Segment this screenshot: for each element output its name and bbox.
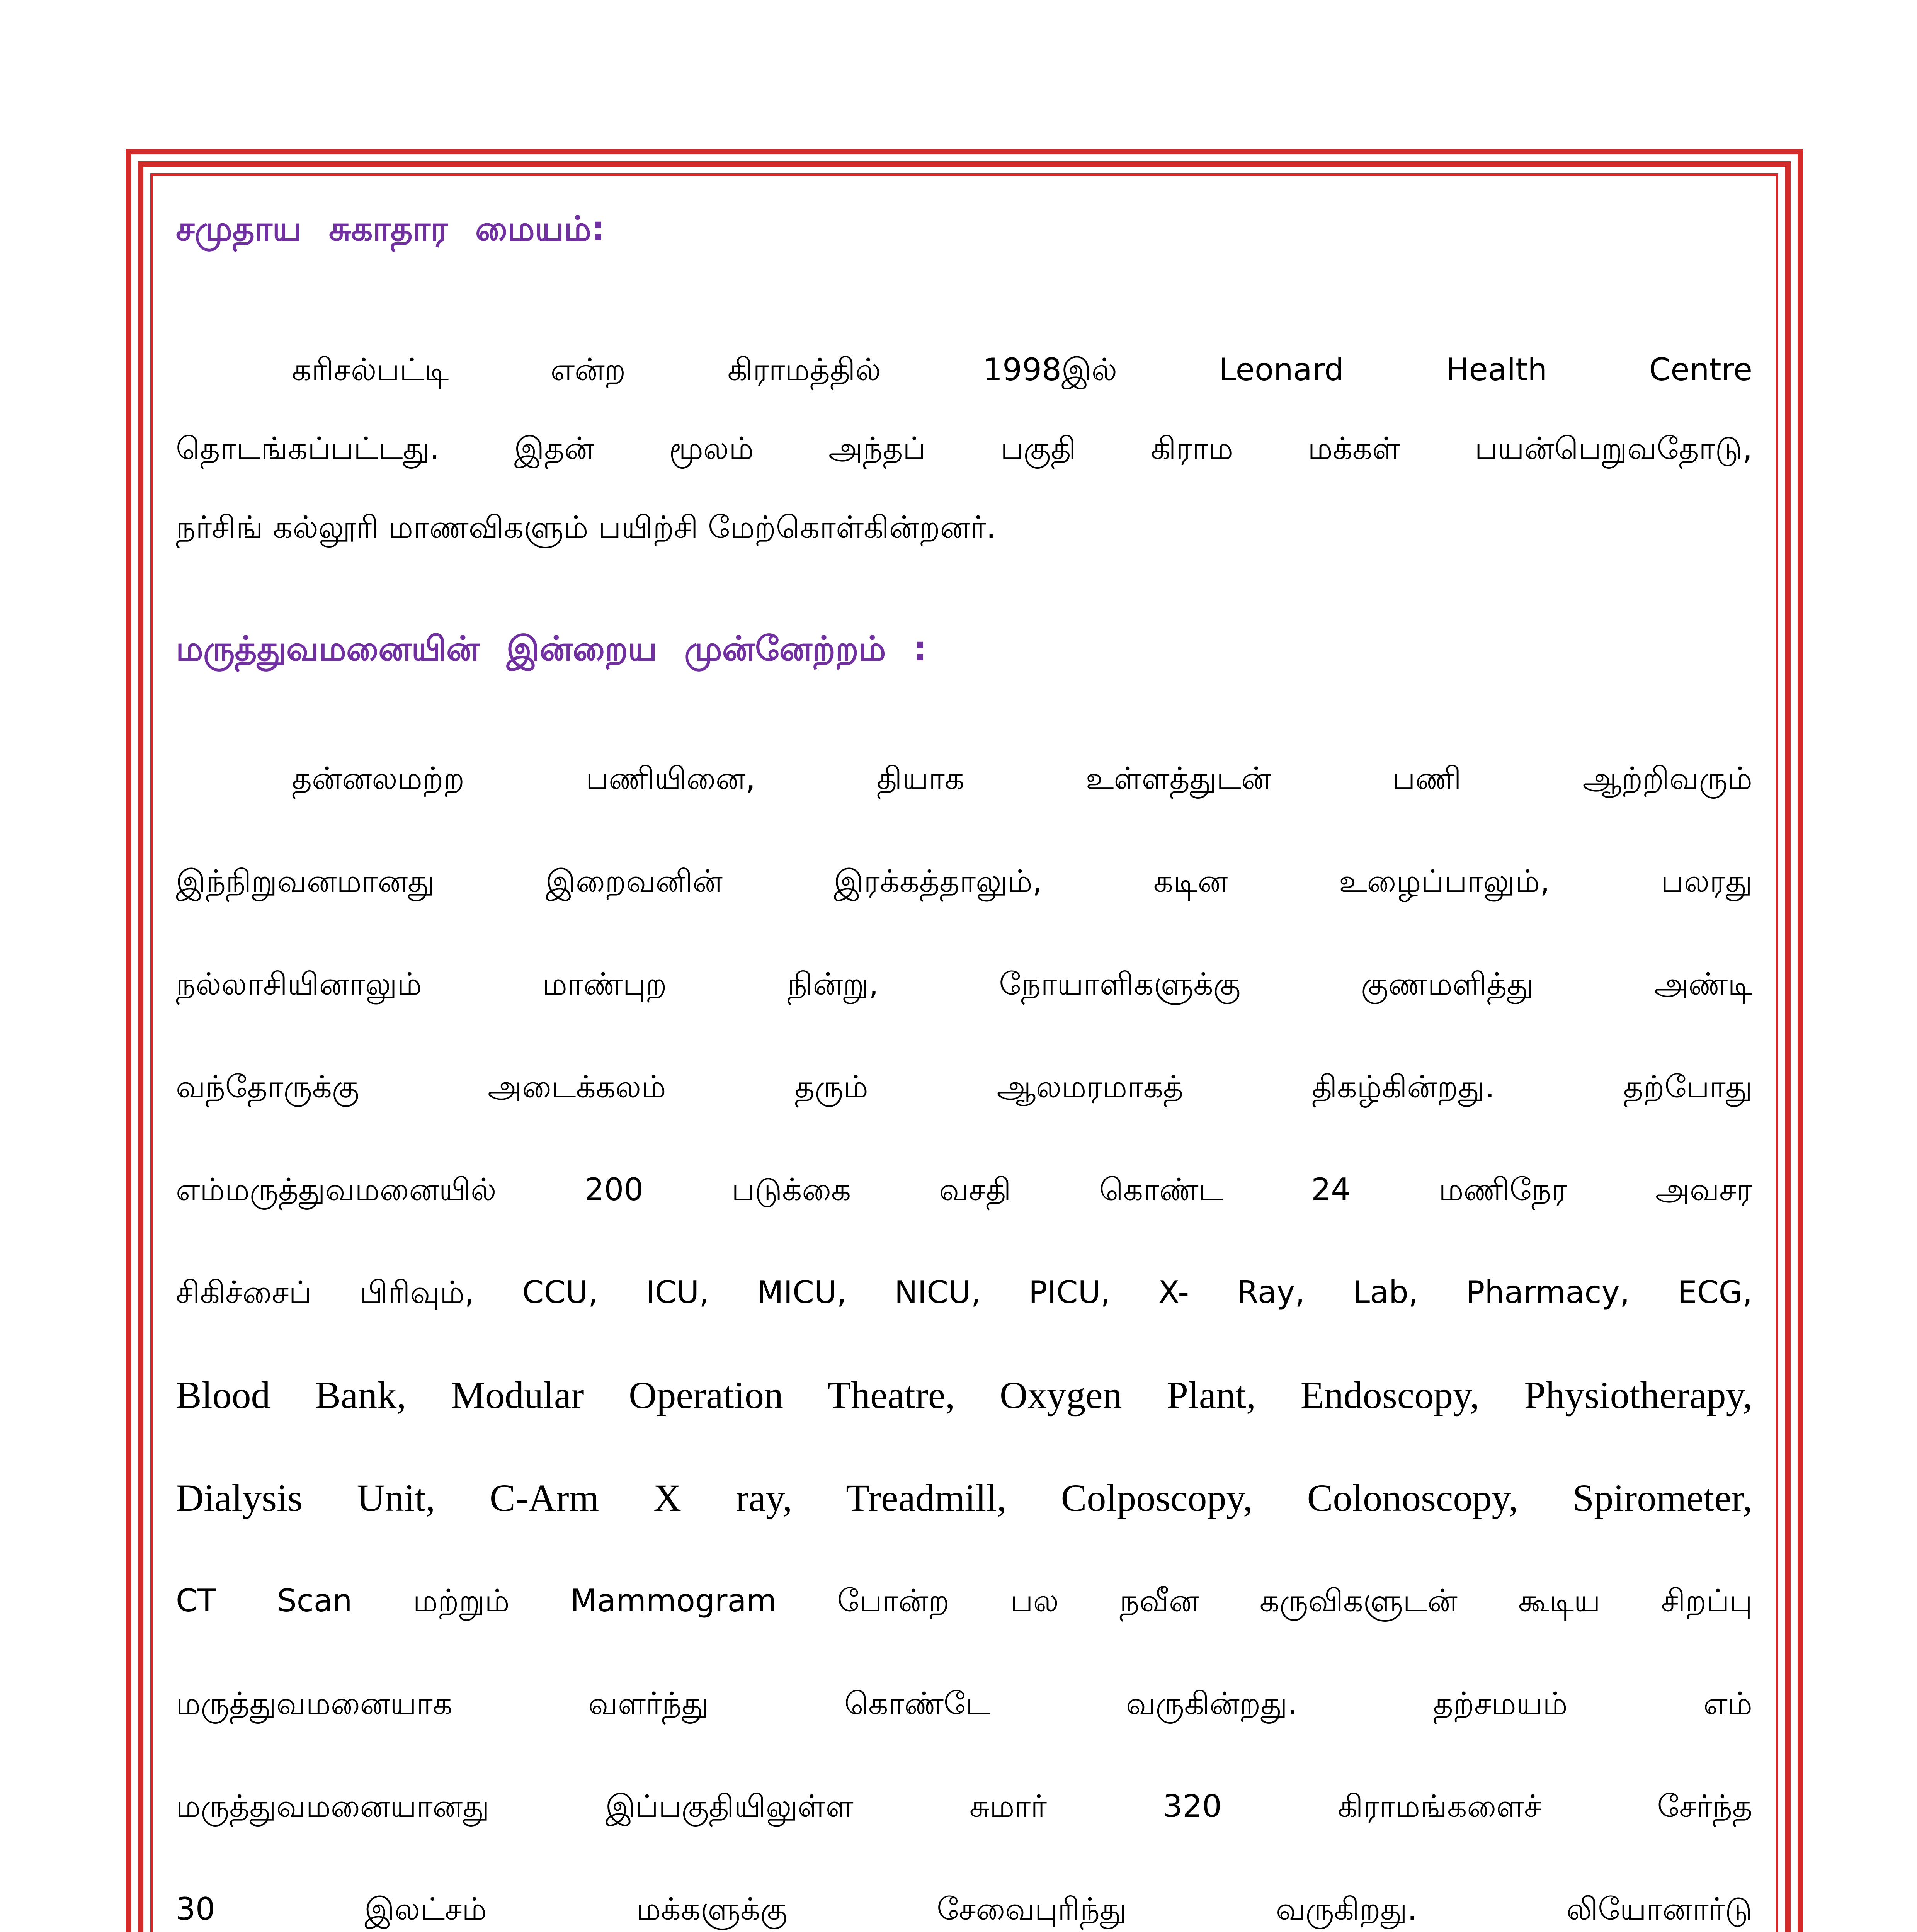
text-line: 30 இலட்சம் மக்களுக்கு சேவைபுரிந்து வருகிறது. லியோனார்டு (176, 1891, 1752, 1927)
paragraph-community-health-centre (176, 330, 1752, 567)
text-line: தன்னலமற்ற பணியினை, தியாக உள்ளத்துடன் பணி ஆற்றிவரும் (292, 760, 1752, 796)
text-line: தொடங்கப்பட்டது. இதன் மூலம் அந்தப் பகுதி கிராம மக்கள் பயன்பெறுவதோடு, (176, 430, 1752, 466)
text-line: மருத்துவமனையாக வளர்ந்து கொண்டே வருகின்றது. தற்சமயம் எம் (176, 1685, 1752, 1721)
text-line: மருத்துவமனையானது இப்பகுதியிலுள்ள சுமார் 320 கிராமங்களைச் சேர்ந்த (176, 1788, 1752, 1824)
text-line: எம்மருத்துவமனையில் 200 படுக்கை வசதி கொண்ட 24 மணிநேர அவசர (176, 1172, 1752, 1208)
section-heading-community-health-centre: சமுதாய சுகாதார மையம்: (176, 209, 605, 248)
text-line: CT Scan மற்றும் Mammogram போன்ற பல நவீன கருவிகளுடன் கூடிய சிறப்பு (176, 1583, 1752, 1619)
text-line: Blood Bank, Modular Operation Theatre, Oxygen Plant, Endoscopy, Physiotherapy, (176, 1374, 1752, 1417)
text-line: நல்லாசியினாலும் மாண்புற நின்று, நோயாளிகளுக்கு குணமளித்து அண்டி (176, 966, 1752, 1002)
text-line: சிகிச்சைப் பிரிவும், CCU, ICU, MICU, NICU, PICU, X- Ray, Lab, Pharmacy, ECG, (176, 1274, 1752, 1310)
paragraph-hospital-progress (176, 727, 1752, 1932)
text-line: நர்சிங் கல்லூரி மாணவிகளும் பயிற்சி மேற்கொள்கின்றனர். (176, 509, 996, 545)
section-heading-hospital-progress: மருத்துவமனையின் இன்றைய முன்னேற்றம் : (176, 629, 927, 668)
page-content (176, 193, 1752, 1932)
text-line: வந்தோருக்கு அடைக்கலம் தரும் ஆலமரமாகத் திகழ்கின்றது. தற்போது (176, 1069, 1752, 1105)
text-line: இந்நிறுவனமானது இறைவனின் இரக்கத்தாலும், கடின உழைப்பாலும், பலரது (176, 863, 1752, 899)
text-line: Dialysis Unit, C-Arm X ray, Treadmill, Colposcopy, Colonoscopy, Spirometer, (176, 1476, 1752, 1519)
text-line: கரிசல்பட்டி என்ற கிராமத்தில் 1998இல் Leonard Health Centre (292, 352, 1752, 388)
